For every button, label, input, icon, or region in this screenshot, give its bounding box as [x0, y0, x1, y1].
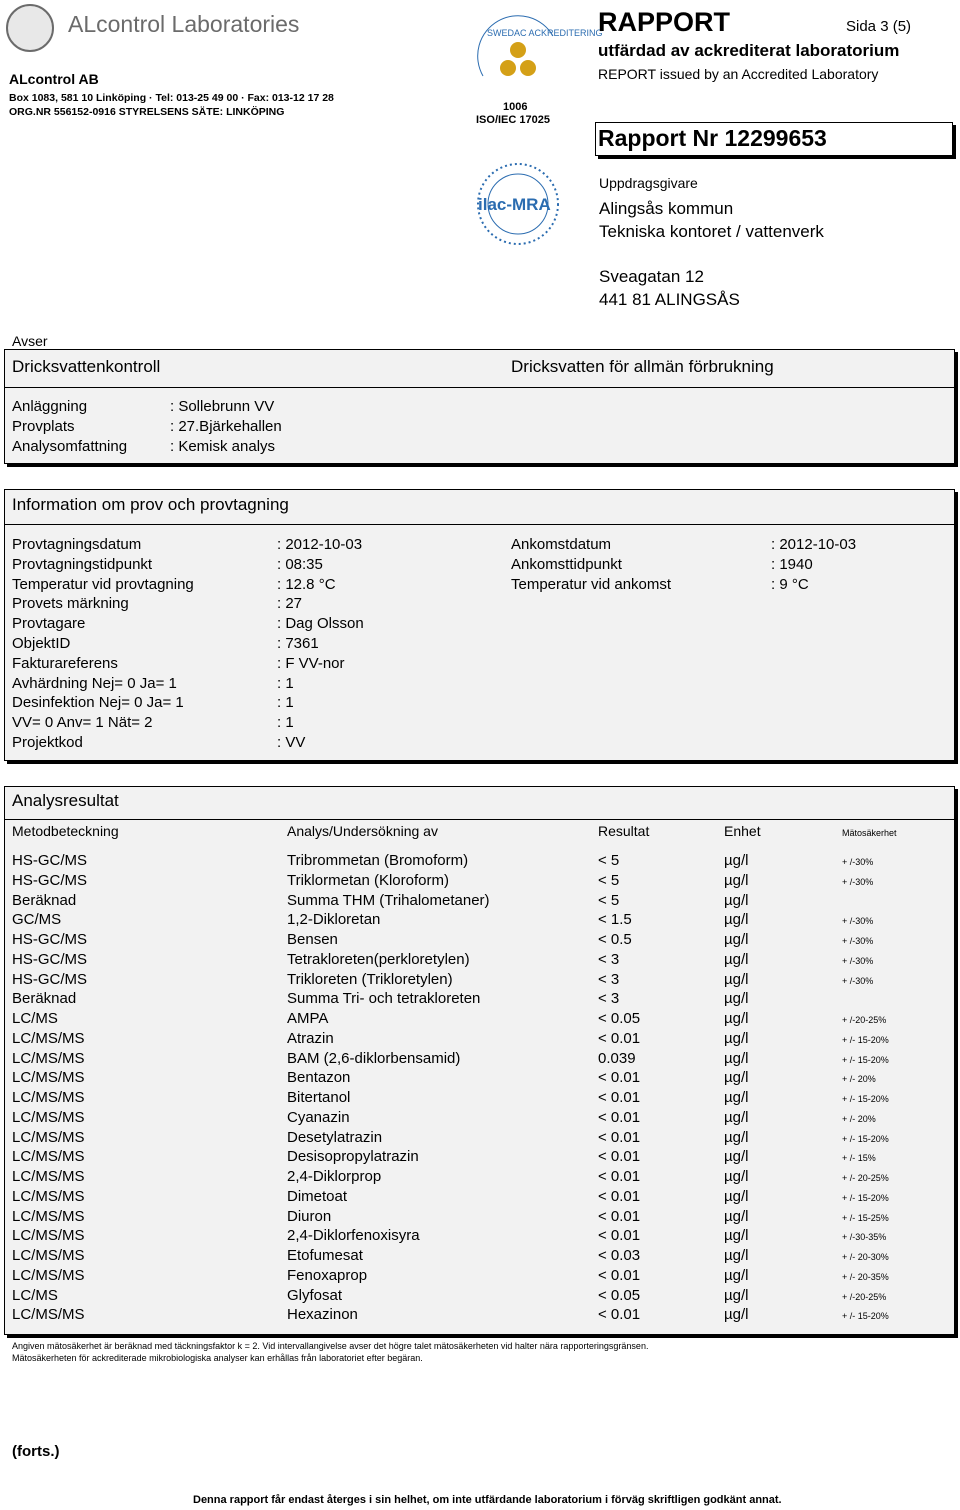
result-value: < 3	[598, 970, 620, 988]
avser-field-label: Provplats	[12, 418, 75, 435]
result-unit: µg/l	[724, 1148, 749, 1166]
result-uncertainty: + /- 15-20%	[842, 1192, 889, 1203]
result-analysis: Triklormetan (Kloroform)	[287, 871, 449, 889]
result-analysis: Atrazin	[287, 1029, 334, 1047]
result-unit: µg/l	[724, 950, 749, 968]
result-analysis: 2,4-Diklorprop	[287, 1168, 382, 1185]
result-analysis: Summa THM (Trihalometaner)	[287, 891, 490, 909]
result-analysis: Etofumesat	[287, 1247, 363, 1264]
result-analysis: Desisopropylatrazin	[287, 1148, 419, 1166]
result-unit: µg/l	[724, 1108, 749, 1126]
result-method: HS-GC/MS	[12, 970, 87, 988]
result-uncertainty: + /- 15-20%	[842, 1054, 889, 1065]
result-unit: µg/l	[724, 1247, 749, 1264]
info-field-label: Desinfektion Nej= 0 Ja= 1	[12, 694, 184, 712]
result-value: < 0.01	[598, 1148, 641, 1166]
info-field-label: Provtagningsdatum	[12, 536, 142, 553]
result-method: LC/MS/MS	[12, 1089, 85, 1106]
header-analysis: Analys/Undersökning av	[287, 823, 438, 839]
report-subtitle-en: REPORT issued by an Accredited Laboratory	[598, 66, 879, 82]
result-uncertainty: + /- 15-20%	[842, 1311, 889, 1322]
result-uncertainty: + /- 15-20%	[842, 1034, 889, 1045]
result-value: < 0.01	[598, 1168, 641, 1185]
result-analysis: Tetrakloreten(perkloretylen)	[287, 950, 470, 968]
result-method: LC/MS/MS	[12, 1227, 85, 1245]
result-uncertainty: + /-30%	[842, 975, 874, 986]
result-analysis: Summa Tri- och tetrakloreten	[287, 990, 481, 1008]
info-field-value: : VV	[277, 734, 306, 751]
info-field-label: Provets märkning	[12, 595, 129, 613]
result-method: LC/MS/MS	[12, 1128, 85, 1146]
result-value: < 0.01	[598, 1266, 641, 1284]
report-subtitle-sv: utfärdad av ackrediterat laboratorium	[598, 41, 900, 60]
info-field-value: : Dag Olsson	[277, 615, 364, 633]
info-field-label: Avhärdning Nej= 0 Ja= 1	[12, 674, 177, 692]
info-field-value: : 1	[277, 694, 294, 712]
info-field-label: Provtagare	[12, 615, 86, 633]
info-field-label: VV= 0 Anv= 1 Nät= 2	[12, 714, 153, 732]
result-unit: µg/l	[724, 911, 749, 929]
result-analysis: Glyfosat	[287, 1286, 343, 1304]
result-method: LC/MS/MS	[12, 1187, 85, 1205]
result-value: < 3	[598, 950, 620, 968]
info-arrival-value: : 2012-10-03	[771, 536, 857, 553]
results-box	[4, 786, 955, 1335]
result-unit: µg/l	[724, 1069, 749, 1087]
result-analysis: AMPA	[287, 1010, 329, 1027]
result-value: < 5	[598, 891, 620, 909]
result-unit: µg/l	[724, 871, 749, 889]
client-department: Tekniska kontoret / vattenverk	[599, 222, 824, 241]
info-field-value: : 12.8 °C	[277, 575, 336, 593]
header-result: Resultat	[598, 823, 650, 839]
report-number: Rapport Nr 12299653	[598, 125, 827, 151]
footer-disclaimer: Denna rapport får endast återges i sin helhet, om inte utfärdande laboratorium i förväg skriftligen godkänt annat.	[193, 1494, 782, 1506]
result-unit: µg/l	[724, 1089, 749, 1106]
result-analysis: Bentazon	[287, 1069, 351, 1087]
result-unit: µg/l	[724, 1049, 749, 1067]
result-analysis: Hexazinon	[287, 1306, 358, 1324]
avser-right-title: Dricksvatten för allmän förbrukning	[511, 357, 774, 376]
result-uncertainty: + /- 20-30%	[842, 1252, 889, 1262]
result-analysis: Tribrommetan (Bromoform)	[287, 852, 469, 869]
info-arrival-value: : 1940	[771, 555, 813, 573]
result-analysis: Trikloreten (Trikloretylen)	[287, 970, 453, 988]
report-title: RAPPORT	[598, 7, 731, 37]
result-analysis: Fenoxaprop	[287, 1266, 368, 1284]
result-method: LC/MS/MS	[12, 1029, 85, 1047]
company-address: Box 1083, 581 10 Linköping · Tel: 013-25 49 00 · Fax: 013-12 17 28	[9, 92, 334, 104]
results-divider	[5, 819, 955, 820]
avser-field-label: Anläggning	[12, 398, 88, 415]
result-unit: µg/l	[724, 1128, 749, 1146]
result-uncertainty: + /- 15-25%	[842, 1212, 889, 1223]
result-value: < 0.03	[598, 1247, 641, 1264]
result-method: HS-GC/MS	[12, 871, 87, 889]
result-analysis: Bitertanol	[287, 1089, 351, 1106]
page-number: Sida 3 (5)	[846, 18, 912, 35]
info-field-value: : 2012-10-03	[277, 536, 363, 553]
result-value: < 0.01	[598, 1187, 641, 1205]
result-value: < 0.05	[598, 1010, 641, 1027]
result-uncertainty: + /- 15-20%	[842, 1133, 889, 1144]
info-field-value: : 27	[277, 595, 303, 613]
result-uncertainty: + /-30%	[842, 955, 874, 966]
info-arrival-label: Temperatur vid ankomst	[511, 575, 672, 593]
avser-field-value: : Kemisk analys	[170, 438, 276, 455]
result-method: LC/MS	[12, 1286, 58, 1304]
avser-label: Avser	[12, 333, 48, 349]
info-field-label: Projektkod	[12, 734, 83, 751]
company-name: ALcontrol AB	[9, 71, 99, 87]
client-street: Sveagatan 12	[599, 267, 704, 286]
result-unit: µg/l	[724, 1286, 749, 1304]
result-value: < 0.5	[598, 931, 632, 948]
result-method: LC/MS/MS	[12, 1168, 85, 1185]
result-method: LC/MS/MS	[12, 1148, 85, 1166]
result-unit: µg/l	[724, 990, 749, 1008]
result-analysis: Bensen	[287, 931, 338, 948]
result-value: < 0.01	[598, 1306, 641, 1324]
info-field-value: : F VV-nor	[277, 654, 345, 672]
ilac-logo-icon	[474, 160, 562, 248]
result-uncertainty: + /- 20-35%	[842, 1271, 889, 1282]
result-value: < 0.01	[598, 1227, 641, 1245]
header-uncertainty: Mätosäkerhet	[842, 828, 897, 838]
result-uncertainty: + /- 20%	[842, 1113, 876, 1124]
note-line-1: Angiven mätosäkerhet är beräknad med täckningsfaktor k = 2. Vid intervallangivelse avser det högre talet mätosäkerheten vid halter nära rapporteringsgränsen.	[12, 1341, 649, 1351]
info-arrival-value: : 9 °C	[771, 575, 809, 593]
result-uncertainty: + /- 20%	[842, 1074, 876, 1085]
info-field-value: : 7361	[277, 635, 319, 652]
result-value: 0.039	[598, 1049, 636, 1067]
result-method: Beräknad	[12, 891, 77, 909]
result-method: LC/MS/MS	[12, 1306, 85, 1324]
client-postal: 441 81 ALINGSÅS	[599, 290, 740, 309]
result-unit: µg/l	[724, 970, 749, 988]
result-value: < 0.01	[598, 1207, 641, 1225]
result-uncertainty: + /-30-35%	[842, 1232, 887, 1243]
client-label: Uppdragsgivare	[599, 175, 698, 191]
avser-divider	[5, 387, 955, 388]
result-unit: µg/l	[724, 1187, 749, 1205]
company-org-number: ORG.NR 556152-0916 STYRELSENS SÄTE: LINKÖPING	[9, 106, 285, 118]
results-title: Analysresultat	[12, 791, 119, 810]
result-method: LC/MS/MS	[12, 1207, 85, 1225]
result-unit: µg/l	[724, 852, 749, 869]
result-unit: µg/l	[724, 1168, 749, 1185]
ilac-text: ilac-MRA	[478, 195, 551, 214]
result-uncertainty: + /- 15-20%	[842, 1094, 889, 1104]
info-field-label: Fakturareferens	[12, 654, 118, 672]
info-field-label: Temperatur vid provtagning	[12, 575, 194, 593]
client-name: Alingsås kommun	[599, 199, 734, 218]
info-field-value: : 1	[277, 674, 294, 692]
result-method: HS-GC/MS	[12, 852, 87, 869]
result-method: LC/MS/MS	[12, 1108, 85, 1126]
info-field-label: ObjektID	[12, 635, 71, 652]
avser-field-label: Analysomfattning	[12, 438, 128, 455]
accreditation-number: 1006	[503, 101, 528, 113]
result-uncertainty: + /-30%	[842, 936, 874, 946]
result-method: LC/MS/MS	[12, 1069, 85, 1087]
info-arrival-label: Ankomsttidpunkt	[511, 555, 622, 573]
swedac-logo-icon	[473, 16, 603, 100]
result-value: < 0.01	[598, 1069, 641, 1087]
result-unit: µg/l	[724, 1227, 749, 1245]
result-unit: µg/l	[724, 931, 749, 948]
result-value: < 0.01	[598, 1108, 641, 1126]
result-analysis: Desetylatrazin	[287, 1128, 383, 1146]
result-value: < 0.01	[598, 1029, 641, 1047]
result-value: < 0.01	[598, 1089, 641, 1106]
result-method: LC/MS/MS	[12, 1266, 85, 1284]
avser-field-value: : Sollebrunn VV	[170, 398, 275, 415]
result-analysis: BAM (2,6-diklorbensamid)	[287, 1049, 461, 1067]
result-uncertainty: + /-30%	[842, 916, 874, 927]
result-method: HS-GC/MS	[12, 950, 87, 968]
info-field-value: : 1	[277, 714, 294, 732]
result-value: < 1.5	[598, 911, 632, 929]
result-method: LC/MS/MS	[12, 1247, 85, 1264]
result-value: < 3	[598, 990, 620, 1008]
result-unit: µg/l	[724, 1010, 749, 1027]
result-method: Beräknad	[12, 990, 77, 1008]
result-value: < 0.01	[598, 1128, 641, 1146]
header-method: Metodbeteckning	[12, 823, 119, 839]
result-unit: µg/l	[724, 1266, 749, 1284]
result-method: LC/MS	[12, 1010, 58, 1027]
result-uncertainty: + /-20-25%	[842, 1015, 887, 1025]
info-field-value: : 08:35	[277, 555, 323, 573]
result-value: < 5	[598, 871, 620, 889]
result-unit: µg/l	[724, 891, 749, 909]
info-title: Information om prov och provtagning	[12, 495, 289, 514]
company-logo-text: ALcontrol Laboratories	[68, 11, 300, 37]
info-divider	[5, 524, 955, 525]
info-arrival-label: Ankomstdatum	[511, 536, 612, 553]
result-uncertainty: + /- 20-25%	[842, 1173, 889, 1183]
header-unit: Enhet	[724, 823, 761, 839]
result-analysis: Dimetoat	[287, 1187, 348, 1205]
result-method: LC/MS/MS	[12, 1049, 85, 1067]
avser-left-title: Dricksvattenkontroll	[12, 357, 161, 376]
result-unit: µg/l	[724, 1029, 749, 1047]
company-logo-icon	[6, 4, 54, 52]
result-value: < 0.05	[598, 1286, 641, 1304]
continued-label: (forts.)	[12, 1443, 60, 1460]
result-analysis: Cyanazin	[287, 1108, 350, 1126]
iso-standard: ISO/IEC 17025	[476, 114, 550, 126]
result-method: HS-GC/MS	[12, 931, 87, 948]
note-line-2: Mätosäkerheten för ackrediterade mikrobiologiska analyser kan erhållas från laboratoriet efter begäran.	[12, 1353, 423, 1363]
result-unit: µg/l	[724, 1306, 749, 1324]
result-uncertainty: + /-20-25%	[842, 1291, 887, 1302]
result-analysis: 1,2-Dikloretan	[287, 911, 381, 929]
result-analysis: Diuron	[287, 1207, 332, 1225]
result-uncertainty: + /-30%	[842, 857, 874, 867]
result-value: < 5	[598, 852, 620, 869]
result-method: GC/MS	[12, 911, 62, 929]
info-field-label: Provtagningstidpunkt	[12, 555, 153, 573]
result-uncertainty: + /-30%	[842, 876, 874, 887]
swedac-ring-text: SWEDAC ACKREDITERING	[487, 28, 603, 38]
result-unit: µg/l	[724, 1207, 749, 1225]
result-uncertainty: + /- 15%	[842, 1153, 876, 1164]
avser-field-value: : 27.Bjärkehallen	[170, 418, 282, 435]
result-analysis: 2,4-Diklorfenoxisyra	[287, 1227, 420, 1245]
